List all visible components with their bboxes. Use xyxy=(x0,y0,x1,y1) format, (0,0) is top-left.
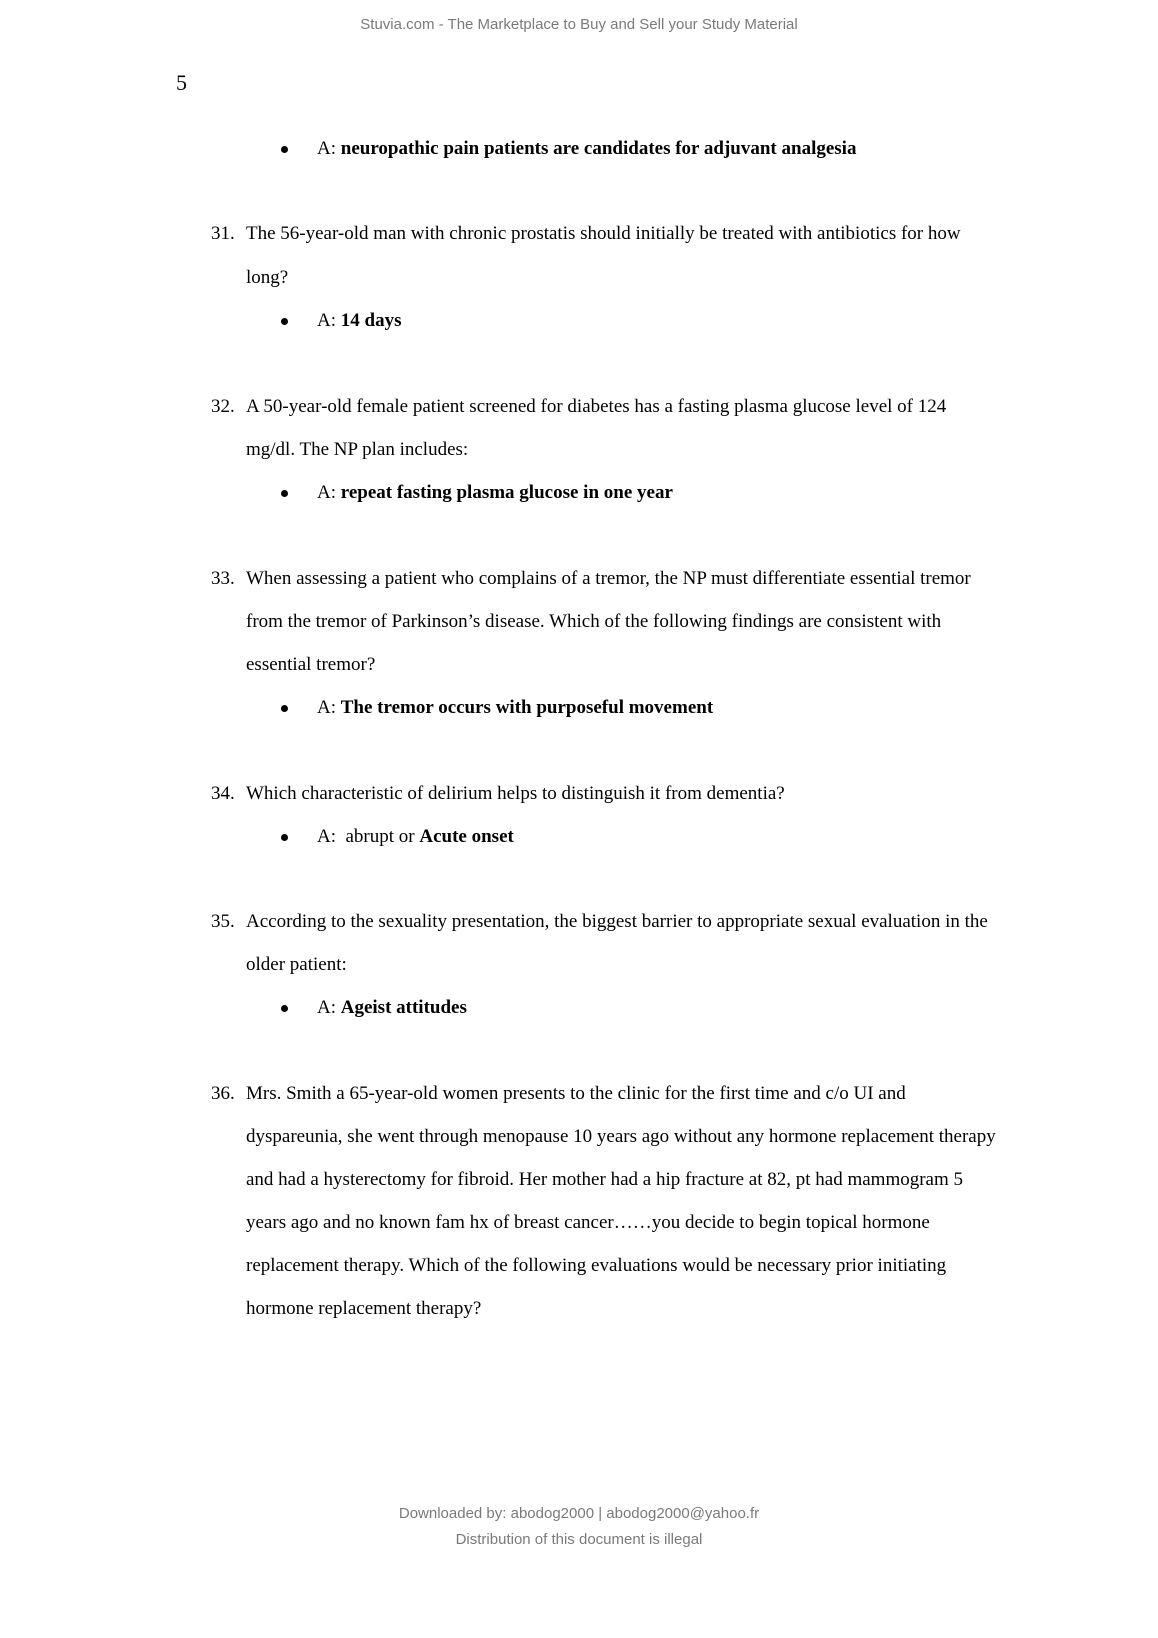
question-text-line: Mrs. Smith a 65-year-old women presents to the clinic for the first time and c/o UI and xyxy=(246,1083,906,1104)
question-text-line: older patient: xyxy=(246,954,347,975)
question-text-line: Which characteristic of delirium helps to distinguish it from dementia? xyxy=(246,783,785,804)
question-text-line: According to the sexuality presentation, the biggest barrier to appropriate sexual evaluation in the xyxy=(246,911,988,932)
question-text-line: The 56-year-old man with chronic prostatis should initially be treated with antibiotics for how xyxy=(246,223,961,244)
bullet-icon xyxy=(281,1005,288,1012)
answer-text: A: repeat fasting plasma glucose in one year xyxy=(317,482,673,503)
question-number: 33. xyxy=(211,568,235,589)
question-number: 34. xyxy=(211,783,235,804)
question-number: 32. xyxy=(211,396,235,417)
question-text-line: A 50-year-old female patient screened for diabetes has a fasting plasma glucose level of 124 xyxy=(246,396,947,417)
answer-bold: 14 days xyxy=(340,310,402,331)
question-text-line: and had a hysterectomy for fibroid. Her mother had a hip fracture at 82, pt had mammogram 5 xyxy=(246,1169,964,1190)
question-text-line: dyspareunia, she went through menopause 10 years ago without any hormone replacement therapy xyxy=(246,1126,996,1147)
question-text-line: hormone replacement therapy? xyxy=(246,1298,482,1319)
question-text-line: years ago and no known fam hx of breast cancer……you decide to begin topical hormone xyxy=(246,1212,930,1233)
bullet-icon xyxy=(281,834,288,841)
answer-bold: neuropathic pain patients are candidates for adjuvant analgesia xyxy=(340,138,857,159)
question-text-line: essential tremor? xyxy=(246,654,376,675)
answer-text: A: abrupt or Acute onset xyxy=(317,826,514,847)
footer-distribution-line: Distribution of this document is illegal xyxy=(455,1531,703,1548)
answer-text: A: neuropathic pain patients are candidates for adjuvant analgesia xyxy=(317,138,857,159)
answer-text: A: The tremor occurs with purposeful movement xyxy=(317,697,714,718)
page-header: Stuvia.com - The Marketplace to Buy and Sell your Study Material xyxy=(360,16,798,33)
question-text-line: mg/dl. The NP plan includes: xyxy=(246,439,469,460)
bullet-icon xyxy=(281,490,288,497)
question-text-line: When assessing a patient who complains of a tremor, the NP must differentiate essential tremor xyxy=(246,568,971,589)
page-number: 5 xyxy=(176,70,187,95)
bullet-icon xyxy=(281,146,288,153)
question-number: 31. xyxy=(211,223,235,244)
question-text-line: replacement therapy. Which of the following evaluations would be necessary prior initiating xyxy=(246,1255,947,1276)
answer-bold: Acute onset xyxy=(419,826,514,847)
question-text-line: from the tremor of Parkinson’s disease. Which of the following findings are consistent with xyxy=(246,611,942,632)
answer-bold: repeat fasting plasma glucose in one year xyxy=(340,482,673,503)
bullet-icon xyxy=(281,318,288,325)
footer-download-line: Downloaded by: abodog2000 | abodog2000@yahoo.fr xyxy=(398,1505,760,1522)
answer-bold: Ageist attitudes xyxy=(340,997,467,1018)
question-number: 36. xyxy=(211,1083,235,1104)
answer-text: A: Ageist attitudes xyxy=(317,997,467,1018)
question-text-line: long? xyxy=(246,267,289,288)
bullet-icon xyxy=(281,705,288,712)
question-number: 35. xyxy=(211,911,235,932)
answer-text: A: 14 days xyxy=(317,310,402,331)
answer-bold: The tremor occurs with purposeful movement xyxy=(340,697,714,718)
